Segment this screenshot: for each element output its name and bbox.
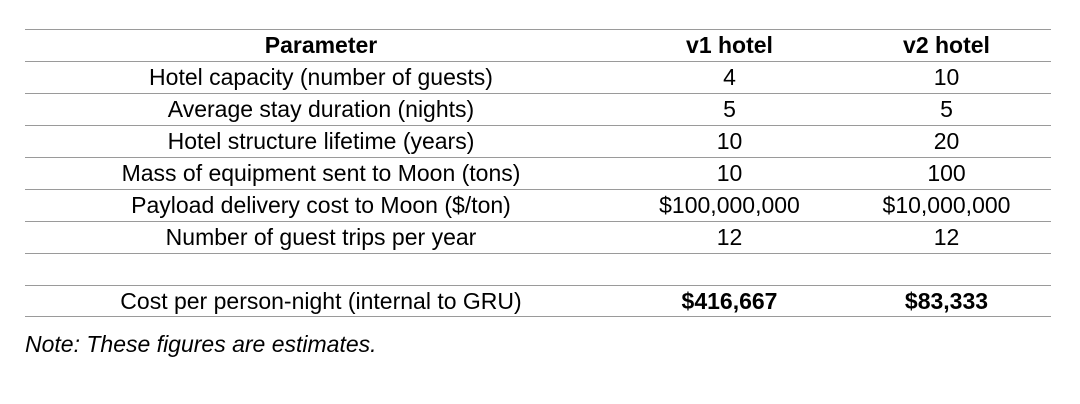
row-v2-value: 100 [927, 160, 966, 186]
row-v2-value: $10,000,000 [882, 192, 1011, 218]
table-row [25, 189, 1051, 221]
table-header-row [25, 29, 1051, 61]
row-v1-value: 12 [716, 224, 743, 250]
table-note: Note: These figures are estimates. [25, 331, 377, 357]
row-v2-value: 12 [933, 224, 960, 250]
row-parameter: Number of guest trips per year [165, 224, 477, 250]
row-v1-value: 4 [723, 64, 736, 90]
cost-table [25, 29, 1051, 317]
row-v1-value: 10 [716, 128, 743, 154]
row-v2-value: 10 [933, 64, 960, 90]
table-row [25, 221, 1051, 253]
table-row [25, 61, 1051, 93]
table-row [25, 157, 1051, 189]
row-v1-value: 10 [716, 160, 743, 186]
table-row [25, 125, 1051, 157]
row-v2-value: 20 [933, 128, 960, 154]
table-spacer-row [25, 253, 1051, 285]
table-total-row [25, 285, 1051, 317]
total-v2-value: $83,333 [904, 287, 989, 314]
row-parameter: Hotel structure lifetime (years) [167, 128, 475, 154]
row-parameter: Hotel capacity (number of guests) [149, 64, 493, 90]
header-v1-hotel: v1 hotel [686, 32, 773, 58]
row-parameter: Average stay duration (nights) [167, 96, 475, 122]
total-v1-value: $416,667 [681, 287, 778, 314]
total-parameter: Cost per person-night (internal to GRU) [120, 287, 522, 314]
row-parameter: Payload delivery cost to Moon ($/ton) [131, 192, 511, 218]
table-row [25, 93, 1051, 125]
row-parameter: Mass of equipment sent to Moon (tons) [121, 160, 521, 186]
row-v1-value: 5 [723, 96, 736, 122]
row-v2-value: 5 [940, 96, 953, 122]
row-v1-value: $100,000,000 [659, 192, 800, 218]
header-parameter: Parameter [264, 32, 378, 58]
header-v2-hotel: v2 hotel [903, 32, 990, 58]
